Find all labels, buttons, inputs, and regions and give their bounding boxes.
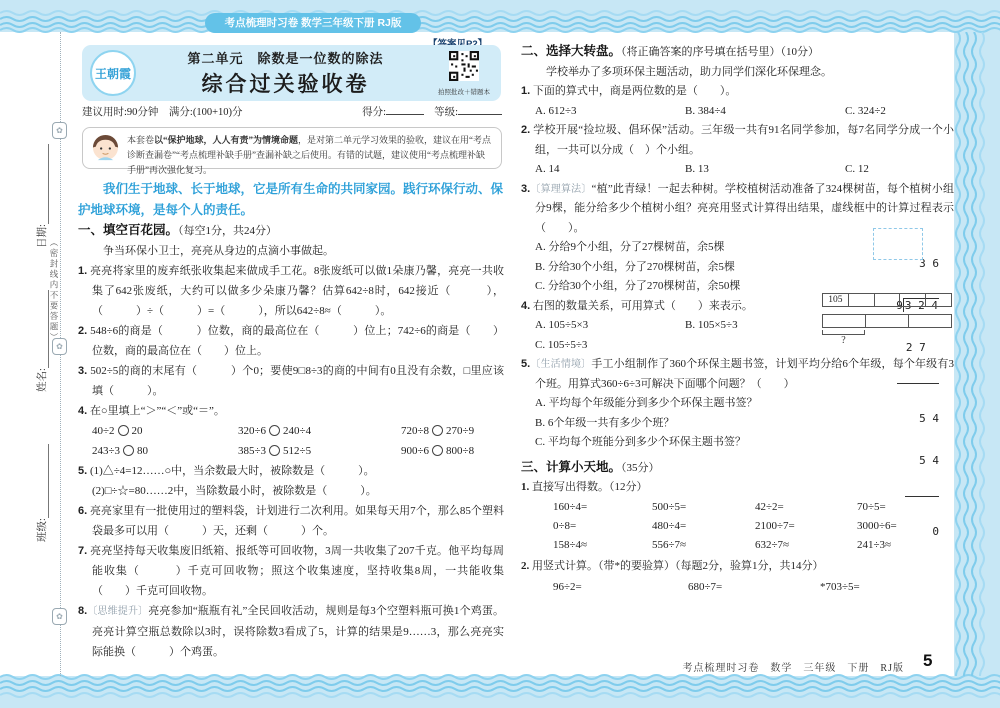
footer-book-info: 考点梳理时习卷 数学 三年级 下册 RJ版 (682, 663, 904, 674)
choice-question-2[interactable]: 2. 学校开展“捡垃圾、倡环保”活动。三年级一共有91名同学参加，每7名同学分成一个小组，一共可以分成（ ）个小组。 (521, 124, 955, 156)
calc-sub2-heading: 2. 用竖式计算。（带*的要验算）（每题2分，验算1分，共14分） (521, 559, 824, 572)
choice-5-option-c[interactable]: C. 平均每个班能分到多少个环保主题书签？ (535, 436, 746, 448)
theme-intro-text: 我们生于地球、长于地球，它是所有生命的共同家园。践行环保行动、保护地球环境，是每个人的责任。 (78, 182, 504, 217)
score-blank-line[interactable] (386, 106, 424, 115)
compare-row-1[interactable]: 40÷2 20 320÷6 240÷4 720÷8 270÷9 (92, 425, 475, 437)
avatar-girl-icon (91, 134, 120, 163)
division-rule-2 (905, 496, 939, 497)
publisher-logo-badge: 王朝霞 (90, 50, 136, 96)
name-field[interactable] (34, 290, 49, 392)
compare-row-2[interactable]: 243÷3 80 385÷3 512÷5 900÷6 800÷8 (92, 445, 475, 457)
fill-question-6[interactable]: 6. 亮亮家里有一批使用过的塑料袋，计划进行二次利用。如果每天用7个，那么85个塑料袋最多可以用（ ）天，还剩（ ）个。 (78, 505, 505, 537)
class-blank-line[interactable] (46, 444, 49, 518)
exam-notice-box (82, 127, 502, 175)
fill-question-5[interactable]: 5. (1)△÷4=12……○中，当余数最大时，被除数是（ ）。 (2)□÷☆=80……2中，当除数最小时，被除数是（ ）。 (78, 465, 377, 497)
fill-question-1[interactable]: 1. 亮亮将家里的废弃纸张收集起来做成手工花。8张废纸可以做1朵康乃馨，亮亮一共收集了642张废纸，大约可以做多少朵康乃馨？估算642÷8时，642接近（ ），（ ）÷（ ）=（ ），所以642÷8≈（ ）。 (78, 265, 504, 317)
fill-question-8[interactable]: 8.〔思维提升〕亮亮参加“瓶瓶有礼”全民回收活动，规则是每3个空塑料瓶可换1个鸡蛋。亮亮计算空瓶总数除以3时，误将除数3看成了5，计算的结果是9……3，那么亮亮实际能换（ ）个鸡蛋。 (78, 605, 505, 658)
header-card (82, 45, 501, 101)
division-step-3: 5 4 (919, 454, 939, 467)
class-label: 班级: (37, 518, 48, 542)
fill-question-3[interactable]: 3. 502÷5的商的末尾有（ ）个0；要使9□8÷3的商的中间有0且没有余数，□里应该填（ ）。 (78, 365, 504, 397)
seal-area-text: （密封线内不要答题） (49, 238, 59, 343)
date-label: 日期: (37, 224, 48, 248)
date-blank-line[interactable] (46, 144, 49, 224)
oral-calc-row-3[interactable]: 158÷4≈ 556÷7≈ 632÷7≈ 241÷3≈ (553, 538, 892, 551)
compare-circle-icon[interactable] (432, 425, 443, 436)
section3-heading: 三、计算小天地。（35分） (521, 459, 660, 474)
qr-caption: 拍照批改＋错题本 (438, 88, 490, 96)
fill-question-4[interactable]: 4. 在○里填上“＞”“＜”或“＝”。 (78, 405, 225, 417)
wave-bottom (0, 672, 1000, 704)
grade-label: 等级: (434, 107, 458, 118)
choice-question-5[interactable]: 5.〔生活情境〕手工小组制作了360个环保主题书签，计划平均分给6个年级，每个年级有3个班。用算式360÷6÷3可解决下面哪个问题？（ ） (521, 358, 955, 390)
choice-question-4[interactable]: 4. 右图的数量关系，可用算式（ ）来表示。 (521, 299, 753, 312)
oral-calc-row-1[interactable]: 160÷4= 500÷5= 42÷2= 70÷5= (553, 500, 886, 513)
division-dividend-row: 9 3 2 4 (896, 299, 938, 312)
page-title: 综合过关验收卷 (201, 73, 370, 96)
division-step-1: 2 7 (905, 341, 939, 354)
section1-lead: 争当环保小卫士，亮亮从身边的点滴小事做起。 (103, 245, 334, 257)
division-remainder: 0 (932, 525, 939, 538)
page-number: 5 (923, 651, 933, 670)
choice-3-option-c[interactable]: C. 分给30个小组，分了270棵树苗，余50棵 (535, 280, 741, 292)
section2-heading: 二、选择大转盘。（将正确答案的序号填在括号里）（10分） (521, 44, 820, 58)
unit-heading: 第二单元 除数是一位数的除法 (187, 51, 384, 66)
division-step-2: 5 4 (919, 412, 939, 425)
choice-3-option-b[interactable]: B. 分给30个小组，分了270棵树苗，余5棵 (535, 260, 735, 273)
calc-sub1-heading: 1. 直接写出得数。（12分） (521, 481, 648, 493)
choice-3-option-a[interactable]: A. 分给9个小组，分了27棵树苗，余5棵 (535, 241, 725, 253)
wave-top (0, 0, 1000, 34)
choice-5-option-b[interactable]: B. 6个年级一共有多少个班？ (535, 416, 675, 429)
name-label: 姓名: (37, 368, 48, 392)
long-division-figure (877, 215, 939, 567)
date-field[interactable] (34, 144, 49, 248)
compare-circle-icon[interactable] (269, 445, 280, 456)
grade-blank-line[interactable] (458, 106, 502, 115)
oral-calc-row-2[interactable]: 0÷8= 480÷4= 2100÷7= 3000÷6= (553, 519, 897, 532)
bar-question-mark: ? (841, 335, 846, 346)
vertical-calc-row[interactable]: 96÷2= 680÷7= *703÷5= (553, 581, 860, 593)
compare-circle-icon[interactable] (118, 425, 129, 436)
section2-lead: 学校举办了多项环保主题活动，助力同学们深化环保理念。 (546, 65, 832, 78)
bar-top (822, 293, 952, 307)
notice-text: 本套卷以“保护地球，人人有责”为情境命题，是对第二单元学习效果的验收，建议在用“考点诊断查漏卷”“考点梳理补缺手册”查漏补缺之后使用。有错的试题，建议使用“考点梳理补缺手册”再次强化复习。 (127, 135, 492, 175)
bar-bottom (822, 314, 952, 328)
bar-top-cell-105: 105 (822, 293, 849, 307)
book-banner: 考点梳理时习卷 数学三年级下册 RJ版 (205, 13, 421, 33)
compare-circle-icon[interactable] (269, 425, 280, 436)
fill-question-2[interactable]: 2. 548÷6的商是（ ）位数，商的最高位在（ ）位上；742÷6的商是（ ）位数，商的最高位在（ ）位上。 (78, 325, 504, 357)
score-label: 得分: (362, 107, 387, 118)
choice-4-options-ab[interactable]: A. 105÷5×3 B. 105×5÷3 (535, 319, 738, 331)
left-column (78, 220, 504, 662)
compare-circle-icon[interactable] (432, 445, 443, 456)
choice-1-options[interactable]: A. 612÷3 B. 384÷4 C. 324÷2 (535, 104, 886, 117)
margin-stamp-icon: ✿ (52, 608, 67, 625)
choice-question-3[interactable]: 3.〔算理算法〕“植”此青绿！一起去种树。学校植树活动准备了324棵树苗，每个植树小组分9棵，能分给多少个植树小组？亮亮用竖式计算得出结果，虚线框中的计算过程表示（ ）。 (521, 182, 955, 234)
time-score-info: 建议用时:90分钟 满分:(100+10)分 (82, 107, 243, 118)
qr-code-icon[interactable] (449, 51, 479, 81)
choice-5-option-a[interactable]: A. 平均每个年级能分到多少个环保主题书签？ (535, 397, 758, 409)
choice-2-options[interactable]: A. 14 B. 13 C. 12 (535, 163, 869, 175)
division-rule-1 (897, 383, 939, 384)
dashed-highlight-box (873, 228, 923, 260)
bar-model-figure (822, 293, 952, 346)
section1-heading: 一、填空百花园。（每空1分，共24分） (78, 223, 278, 237)
fill-question-7[interactable]: 7. 亮亮坚持每天收集废旧纸箱、报纸等可回收物，3周一共收集了207千克。他平均每周能收集（ ）千克可回收物；照这个收集速度，坚持收集8周，一共能收集（ ）千克可回收物。 (78, 545, 505, 597)
choice-question-1[interactable]: 1. 下面的算式中，商是两位数的是（ ）。 (521, 85, 737, 97)
division-quotient: 3 6 (919, 257, 939, 270)
choice-4-option-c[interactable]: C. 105÷5÷3 (535, 338, 588, 351)
wave-right-edge (950, 32, 1000, 676)
margin-stamp-icon: ✿ (52, 338, 67, 355)
compare-circle-icon[interactable] (123, 445, 134, 456)
margin-stamp-icon: ✿ (52, 122, 67, 139)
class-field[interactable] (34, 444, 49, 542)
